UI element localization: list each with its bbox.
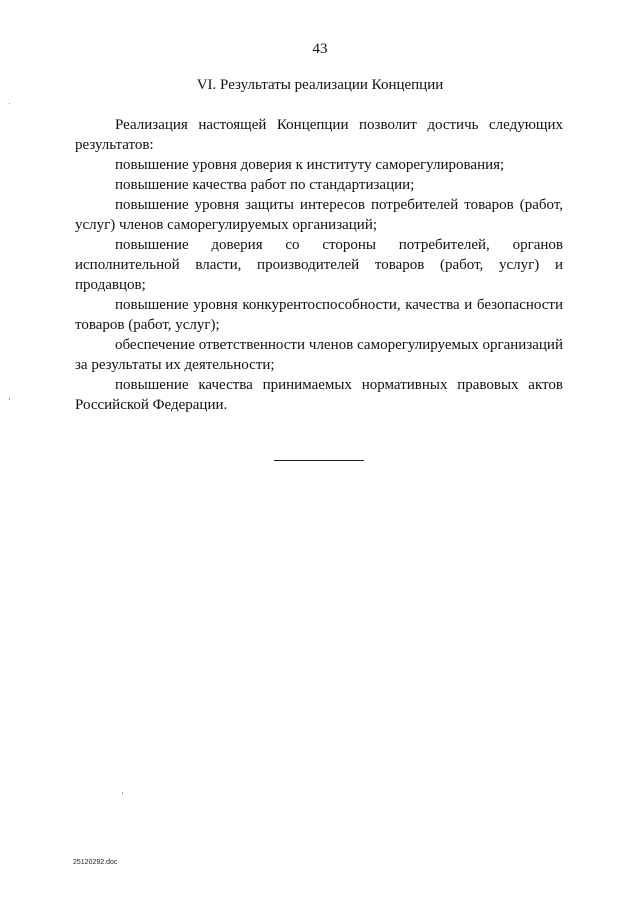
document-body xyxy=(75,115,563,415)
list-item-trust-self-regulation: повышение уровня доверия к институту саморегулирования; xyxy=(115,157,505,173)
list-item-standardization-quality: повышение качества работ по стандартизации; xyxy=(115,177,415,193)
end-divider xyxy=(274,460,364,461)
list-item-member-responsibility: обеспечение ответственности членов саморегулируемых организаций за результаты их деятельности; xyxy=(75,337,563,373)
document-file-code: 25120292.doc xyxy=(73,859,118,866)
list-item-consumer-trust: повышение доверия со стороны потребителей, органов исполнительной власти, производителей товаров (работ, услуг) и продавцов; xyxy=(75,237,563,293)
scan-speck xyxy=(9,103,10,104)
section-title: VI. Результаты реализации Концепции xyxy=(196,77,444,93)
list-item-competitiveness: повышение уровня конкурентоспособности, качества и безопасности товаров (работ, услуг); xyxy=(75,297,563,333)
scan-speck xyxy=(122,792,123,794)
page-number: 43 xyxy=(312,41,328,57)
list-item-consumer-protection: повышение уровня защиты интересов потребителей товаров (работ, услуг) членов саморегулируемых организаций; xyxy=(75,197,563,233)
paragraph-intro: Реализация настоящей Концепции позволит достичь следующих результатов: xyxy=(75,117,563,153)
list-item-legal-acts-quality: повышение качества принимаемых нормативных правовых актов Российской Федерации. xyxy=(75,377,563,413)
scan-speck xyxy=(9,398,10,400)
